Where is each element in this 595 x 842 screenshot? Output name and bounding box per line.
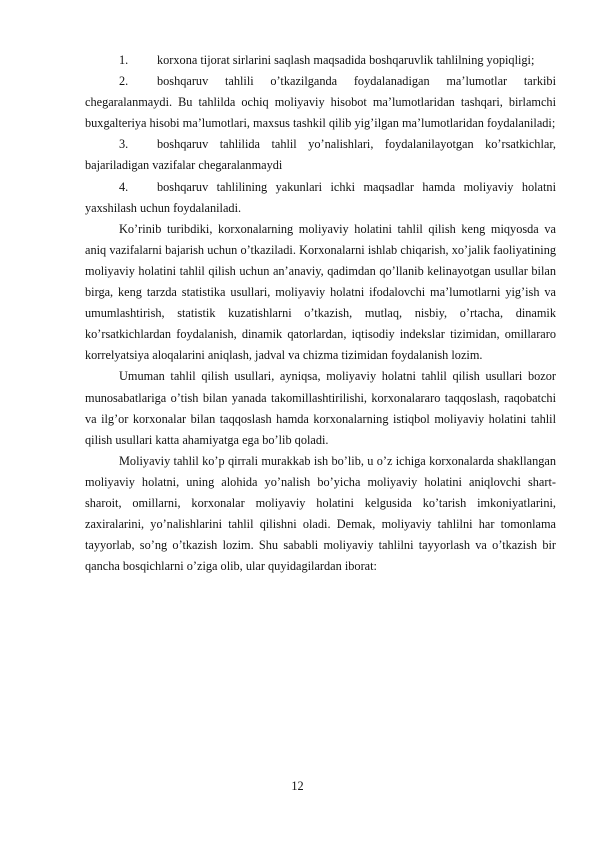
list-text: korxona tijorat sirlarini saqlash maqsadida boshqaruvlik tahlilning yopiqligi;	[157, 53, 535, 67]
list-text: boshqaruv tahlilida tahlil yo’nalishlari, foydalanilayotgan ko’rsatkichlar, bajariladigan vazifalar chegaralanmaydi	[85, 137, 556, 173]
list-number: 3.	[119, 137, 129, 152]
list-number: 4.	[119, 179, 129, 194]
page-number: 12	[291, 779, 304, 793]
list-item	[85, 134, 556, 176]
list-item	[85, 71, 556, 134]
list-number: 2.	[119, 74, 129, 89]
document-body	[85, 50, 556, 577]
body-paragraph: Ko’rinib turibdiki, korxonalarning moliyaviy holatini tahlil qilish keng miqyosda va aniq vazifalarni bajarish uchun o’tkaziladi. Korxonalarni ishlab chiqarish, xo’jalik faoliyatining moliyaviy holatini tahlil qilish uchun an’anaviy, qadimdan qo’llanib kelinayotgan usullar bilan birga, keng tarzda statistika usullari, moliyaviy holatni ifodalovchi ma’lumotlarni yig’ish va umumlashtirish, statistik kuzatishlarni o’tkazish, mutlaq, nisbiy, o’rtacha, dinamik ko’rsatkichlardan foydalanish, dinamik qatorlardan, iqtisodiy indekslar tizimidan, omillararo korrelyatsiya aloqalarini aniqlash, jadval va chizma tizimidan foydalanish lozim.	[85, 221, 556, 363]
body-paragraph: Umuman tahlil qilish usullari, ayniqsa, moliyaviy holatni tahlil qilish usullari bozor munosabatlariga o’tish bilan yanada takomillashtirilishi, korxonalararo taqqoslash, raqobatchi va ilg’or korxonalar bilan taqqoslash hamda korxonalarning istiqbol moliyaviy holatini tahlil qilish usullari katta ahamiyatga ega bo’lib qoladi.	[85, 369, 556, 447]
list-text: boshqaruv tahlili o’tkazilganda foydalanadigan ma’lumotlar tarkibi chegaralanmaydi. Bu tahlilda ochiq moliyaviy hisobot ma’lumotlaridan tashqari, birlamchi buxgalteriya hisobi ma’lumotlari, maxsus tashkil qilib yig’ilgan ma’lumotlaridan foydalaniladi;	[85, 74, 556, 131]
list-text: boshqaruv tahlilining yakunlari ichki maqsadlar hamda moliyaviy holatni yaxshilash uchun foydalaniladi.	[85, 179, 556, 215]
list-item	[85, 50, 556, 71]
list-number: 1.	[119, 53, 129, 67]
list-item	[85, 177, 556, 219]
body-paragraph: Moliyaviy tahlil ko’p qirrali murakkab ish bo’lib, u o’z ichiga korxonalarda shakllangan moliyaviy holatni, uning alohida yo’nalish bo’yicha moliyaviy holatini aniqlovchi shart-sharoit, omillarni, korxonalar moliyaviy holatini kelgusida ko’tarish imkoniyatlarini, zaxiralarini, yo’nalishlarini tahlil qilishni oladi. Demak, moliyaviy tahlilni har tomonlama tayyorlab, so’ng o’tkazish lozim. Shu sababli moliyaviy tahlilni tayyorlash va o’tkazish bir qancha bosqichlarni o’ziga olib, ular quyidagilardan iborat:	[85, 453, 556, 574]
